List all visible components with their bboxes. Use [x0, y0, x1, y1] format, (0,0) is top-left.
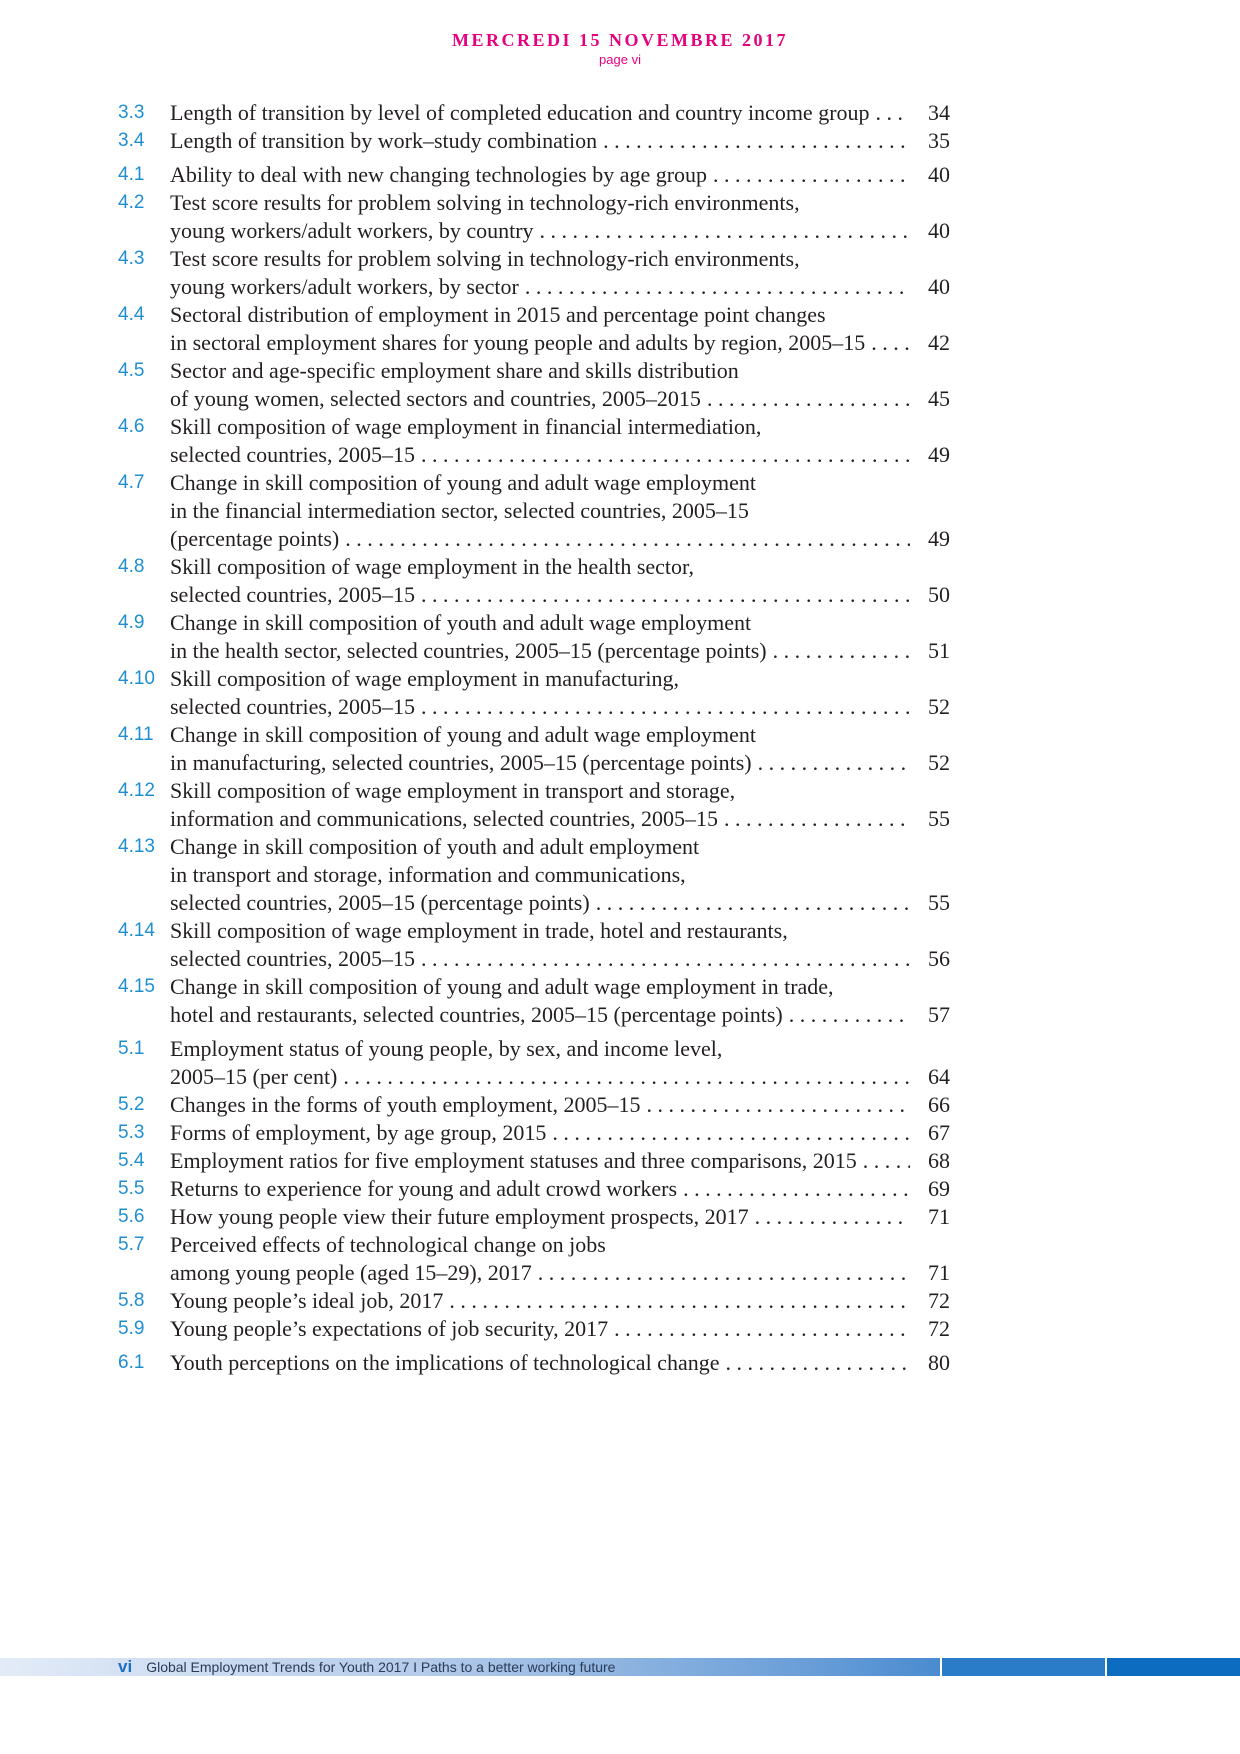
figure-title-last-line: (percentage points)	[170, 526, 340, 551]
dot-leader	[713, 161, 910, 189]
figure-title-last-line: Employment ratios for five employment statuses and three comparisons, 2015	[170, 1148, 857, 1173]
figure-title-line: Change in skill composition of young and adult wage employment	[170, 470, 756, 495]
page-number: 52	[928, 750, 950, 775]
figure-title-last-line: 2005–15 (per cent)	[170, 1064, 338, 1089]
page-number: 72	[928, 1316, 950, 1341]
figure-title-line: Change in skill composition of young and adult wage employment in trade,	[170, 974, 834, 999]
page-number: 57	[928, 1002, 950, 1027]
figure-title	[170, 1287, 910, 1315]
figure-title-last-line: Returns to experience for young and adult crowd workers	[170, 1176, 678, 1201]
figure-title	[170, 917, 910, 973]
figure-title-line: Skill composition of wage employment in manufacturing,	[170, 666, 679, 691]
dot-leader	[647, 1091, 911, 1119]
figure-number: 6.1	[118, 1352, 145, 1373]
figure-title	[170, 99, 910, 127]
footer-bar-block	[942, 1658, 1105, 1676]
figure-title	[170, 1349, 910, 1377]
header-date: MERCREDI 15 NOVEMBRE 2017	[451, 30, 788, 50]
figure-number: 5.8	[118, 1290, 145, 1311]
toc-entry[interactable]	[118, 1231, 948, 1287]
dot-leader	[552, 1119, 910, 1147]
figure-title	[170, 413, 910, 469]
toc-entry[interactable]	[118, 1203, 948, 1231]
figure-title	[170, 357, 910, 413]
figure-title-line: Test score results for problem solving in technology-rich environments,	[170, 190, 800, 215]
toc-entry[interactable]	[118, 357, 948, 413]
figure-title-line: Skill composition of wage employment in trade, hotel and restaurants,	[170, 918, 788, 943]
figure-title-line: in transport and storage, information and communications,	[170, 862, 686, 887]
figure-title-line: Skill composition of wage employment in the health sector,	[170, 554, 694, 579]
toc-entry[interactable]	[118, 917, 948, 973]
figure-title	[170, 777, 910, 833]
dot-leader	[421, 581, 910, 609]
toc-entry[interactable]	[118, 1175, 948, 1203]
dot-leader	[614, 1315, 910, 1343]
page-number: 55	[928, 890, 950, 915]
toc-entry[interactable]	[118, 189, 948, 245]
dot-leader	[421, 693, 910, 721]
toc-entry[interactable]	[118, 1035, 948, 1091]
figure-number: 4.14	[118, 920, 155, 941]
figure-number: 3.3	[118, 102, 145, 123]
figure-title-last-line: How young people view their future employment prospects, 2017	[170, 1204, 749, 1229]
figure-number: 4.2	[118, 192, 145, 213]
figure-title-last-line: selected countries, 2005–15 (percentage points)	[170, 890, 590, 915]
page-number: 40	[928, 274, 950, 299]
page-number: 49	[928, 526, 950, 551]
dot-leader	[724, 805, 910, 833]
figure-number: 5.6	[118, 1206, 145, 1227]
figure-title-last-line: of young women, selected sectors and countries, 2005–2015	[170, 386, 701, 411]
figure-title-line: Change in skill composition of young and adult wage employment	[170, 722, 756, 747]
footer-title: Global Employment Trends for Youth 2017 I Paths to a better working future	[146, 1659, 616, 1675]
figure-number: 5.3	[118, 1122, 145, 1143]
figure-title-last-line: information and communications, selected countries, 2005–15	[170, 806, 719, 831]
figure-number: 4.12	[118, 780, 155, 801]
figure-title-last-line: selected countries, 2005–15	[170, 946, 415, 971]
page-number: 67	[928, 1120, 950, 1145]
figure-number: 5.9	[118, 1318, 145, 1339]
figure-number: 4.7	[118, 472, 145, 493]
toc-entry[interactable]	[118, 99, 948, 127]
page-number: 80	[928, 1350, 950, 1375]
page-number: 51	[928, 638, 950, 663]
page-number: 68	[928, 1148, 950, 1173]
figure-title-last-line: young workers/adult workers, by country	[170, 218, 534, 243]
page-header	[0, 30, 1240, 67]
figure-number: 4.11	[118, 724, 154, 745]
figure-title	[170, 161, 910, 189]
figure-number: 4.6	[118, 416, 145, 437]
figure-title	[170, 721, 910, 777]
page-number: 50	[928, 582, 950, 607]
page-number: 45	[928, 386, 950, 411]
figure-title-line: Perceived effects of technological change on jobs	[170, 1232, 606, 1257]
figure-title-line: Test score results for problem solving in technology-rich environments,	[170, 246, 800, 271]
toc-entry[interactable]	[118, 1091, 948, 1119]
dot-leader	[421, 945, 910, 973]
toc-entry[interactable]	[118, 127, 948, 155]
table-of-figures	[118, 99, 948, 1377]
dot-leader	[345, 525, 910, 553]
toc-entry[interactable]	[118, 1119, 948, 1147]
toc-entry[interactable]	[118, 609, 948, 665]
figure-title-last-line: Young people’s expectations of job security, 2017	[170, 1316, 609, 1341]
figure-title-last-line: Changes in the forms of youth employment, 2005–15	[170, 1092, 641, 1117]
figure-title	[170, 1119, 910, 1147]
dot-leader	[421, 441, 910, 469]
figure-title	[170, 301, 910, 357]
figure-number: 5.2	[118, 1094, 145, 1115]
page-number: 42	[928, 330, 950, 355]
figure-title	[170, 189, 910, 245]
figure-title	[170, 245, 910, 301]
dot-leader	[540, 217, 910, 245]
toc-entry[interactable]	[118, 553, 948, 609]
figure-title-last-line: Forms of employment, by age group, 2015	[170, 1120, 547, 1145]
page-number: 34	[928, 100, 950, 125]
dot-leader	[755, 1203, 910, 1231]
figure-title-last-line: Youth perceptions on the implications of technological change	[170, 1350, 720, 1375]
dot-leader	[683, 1175, 910, 1203]
page-number: 69	[928, 1176, 950, 1201]
figure-number: 4.5	[118, 360, 145, 381]
figure-title	[170, 127, 910, 155]
figure-title	[170, 973, 910, 1029]
page-number: 71	[928, 1204, 950, 1229]
page-number: 35	[928, 128, 950, 153]
figure-title	[170, 1315, 910, 1343]
figure-number: 5.4	[118, 1150, 145, 1171]
figure-title	[170, 833, 910, 917]
figure-title	[170, 1231, 910, 1287]
dot-leader	[538, 1259, 910, 1287]
page-number: 66	[928, 1092, 950, 1117]
figure-title-last-line: selected countries, 2005–15	[170, 582, 415, 607]
dot-leader	[725, 1349, 910, 1377]
dot-leader	[863, 1147, 910, 1175]
figure-title-last-line: hotel and restaurants, selected countries, 2005–15 (percentage points)	[170, 1002, 783, 1027]
page-number: 49	[928, 442, 950, 467]
toc-entry[interactable]	[118, 665, 948, 721]
figure-title-line: Skill composition of wage employment in transport and storage,	[170, 778, 736, 803]
toc-entry[interactable]	[118, 245, 948, 301]
figure-number: 4.10	[118, 668, 155, 689]
footer	[118, 1658, 615, 1676]
figure-title	[170, 1147, 910, 1175]
figure-title-last-line: young workers/adult workers, by sector	[170, 274, 519, 299]
figure-number: 4.15	[118, 976, 155, 997]
figure-title-last-line: among young people (aged 15–29), 2017	[170, 1260, 532, 1285]
figure-number: 4.13	[118, 836, 155, 857]
figure-title-last-line: Young people’s ideal job, 2017	[170, 1288, 444, 1313]
toc-entry[interactable]	[118, 161, 948, 189]
page-number: 40	[928, 162, 950, 187]
figure-title-line: Change in skill composition of youth and adult employment	[170, 834, 700, 859]
footer-page-number: vi	[118, 1657, 133, 1676]
dot-leader	[773, 637, 910, 665]
page-number: 55	[928, 806, 950, 831]
figure-title	[170, 665, 910, 721]
dot-leader	[449, 1287, 910, 1315]
figure-number: 4.9	[118, 612, 145, 633]
page-number: 56	[928, 946, 950, 971]
toc-entry[interactable]	[118, 1349, 948, 1377]
figure-title-line: Sector and age-specific employment share and skills distribution	[170, 358, 739, 383]
toc-entry[interactable]	[118, 1315, 948, 1343]
figure-title-last-line: Ability to deal with new changing technologies by age group	[170, 162, 708, 187]
figure-title-last-line: in sectoral employment shares for young people and adults by region, 2005–15	[170, 330, 866, 355]
figure-title	[170, 609, 910, 665]
toc-entry[interactable]	[118, 721, 948, 777]
dot-leader	[758, 749, 910, 777]
toc-entry[interactable]	[118, 1147, 948, 1175]
figure-title-last-line: selected countries, 2005–15	[170, 442, 415, 467]
toc-entry[interactable]	[118, 413, 948, 469]
figure-title	[170, 469, 910, 553]
figure-number: 4.1	[118, 164, 145, 185]
figure-title-last-line: Length of transition by level of completed education and country income group	[170, 100, 870, 125]
dot-leader	[789, 1001, 910, 1029]
figure-title-line: Change in skill composition of youth and adult wage employment	[170, 610, 752, 635]
toc-entry[interactable]	[118, 973, 948, 1029]
figure-number: 4.4	[118, 304, 145, 325]
toc-entry[interactable]	[118, 777, 948, 833]
figure-title-last-line: in the health sector, selected countries, 2005–15 (percentage points)	[170, 638, 767, 663]
dot-leader	[525, 273, 910, 301]
figure-number: 4.8	[118, 556, 145, 577]
figure-title	[170, 1175, 910, 1203]
figure-title	[170, 1091, 910, 1119]
figure-number: 3.4	[118, 130, 145, 151]
dot-leader	[603, 127, 910, 155]
toc-entry[interactable]	[118, 469, 948, 553]
toc-entry[interactable]	[118, 301, 948, 357]
toc-entry[interactable]	[118, 1287, 948, 1315]
page-number: 64	[928, 1064, 950, 1089]
page-number: 71	[928, 1260, 950, 1285]
figure-number: 5.5	[118, 1178, 145, 1199]
dot-leader	[876, 99, 910, 127]
figure-number: 5.7	[118, 1234, 145, 1255]
figure-title-last-line: selected countries, 2005–15	[170, 694, 415, 719]
page-number: 72	[928, 1288, 950, 1313]
page-number: 52	[928, 694, 950, 719]
dot-leader	[343, 1063, 910, 1091]
figure-title	[170, 1035, 910, 1091]
toc-entry[interactable]	[118, 833, 948, 917]
page-number: 40	[928, 218, 950, 243]
figure-title-line: Skill composition of wage employment in financial intermediation,	[170, 414, 762, 439]
figure-title-last-line: in manufacturing, selected countries, 2005–15 (percentage points)	[170, 750, 752, 775]
figure-title-line: Employment status of young people, by sex, and income level,	[170, 1036, 723, 1061]
dot-leader	[871, 329, 910, 357]
figure-number: 4.3	[118, 248, 145, 269]
dot-leader	[707, 385, 910, 413]
footer-bar-block-dark	[1107, 1658, 1240, 1676]
dot-leader	[596, 889, 910, 917]
figure-title-line: Sectoral distribution of employment in 2015 and percentage point changes	[170, 302, 826, 327]
figure-title-line: in the financial intermediation sector, selected countries, 2005–15	[170, 498, 749, 523]
figure-number: 5.1	[118, 1038, 145, 1059]
figure-title	[170, 1203, 910, 1231]
figure-title	[170, 553, 910, 609]
header-page-label: page vi	[599, 52, 641, 67]
figure-title-last-line: Length of transition by work–study combination	[170, 128, 598, 153]
